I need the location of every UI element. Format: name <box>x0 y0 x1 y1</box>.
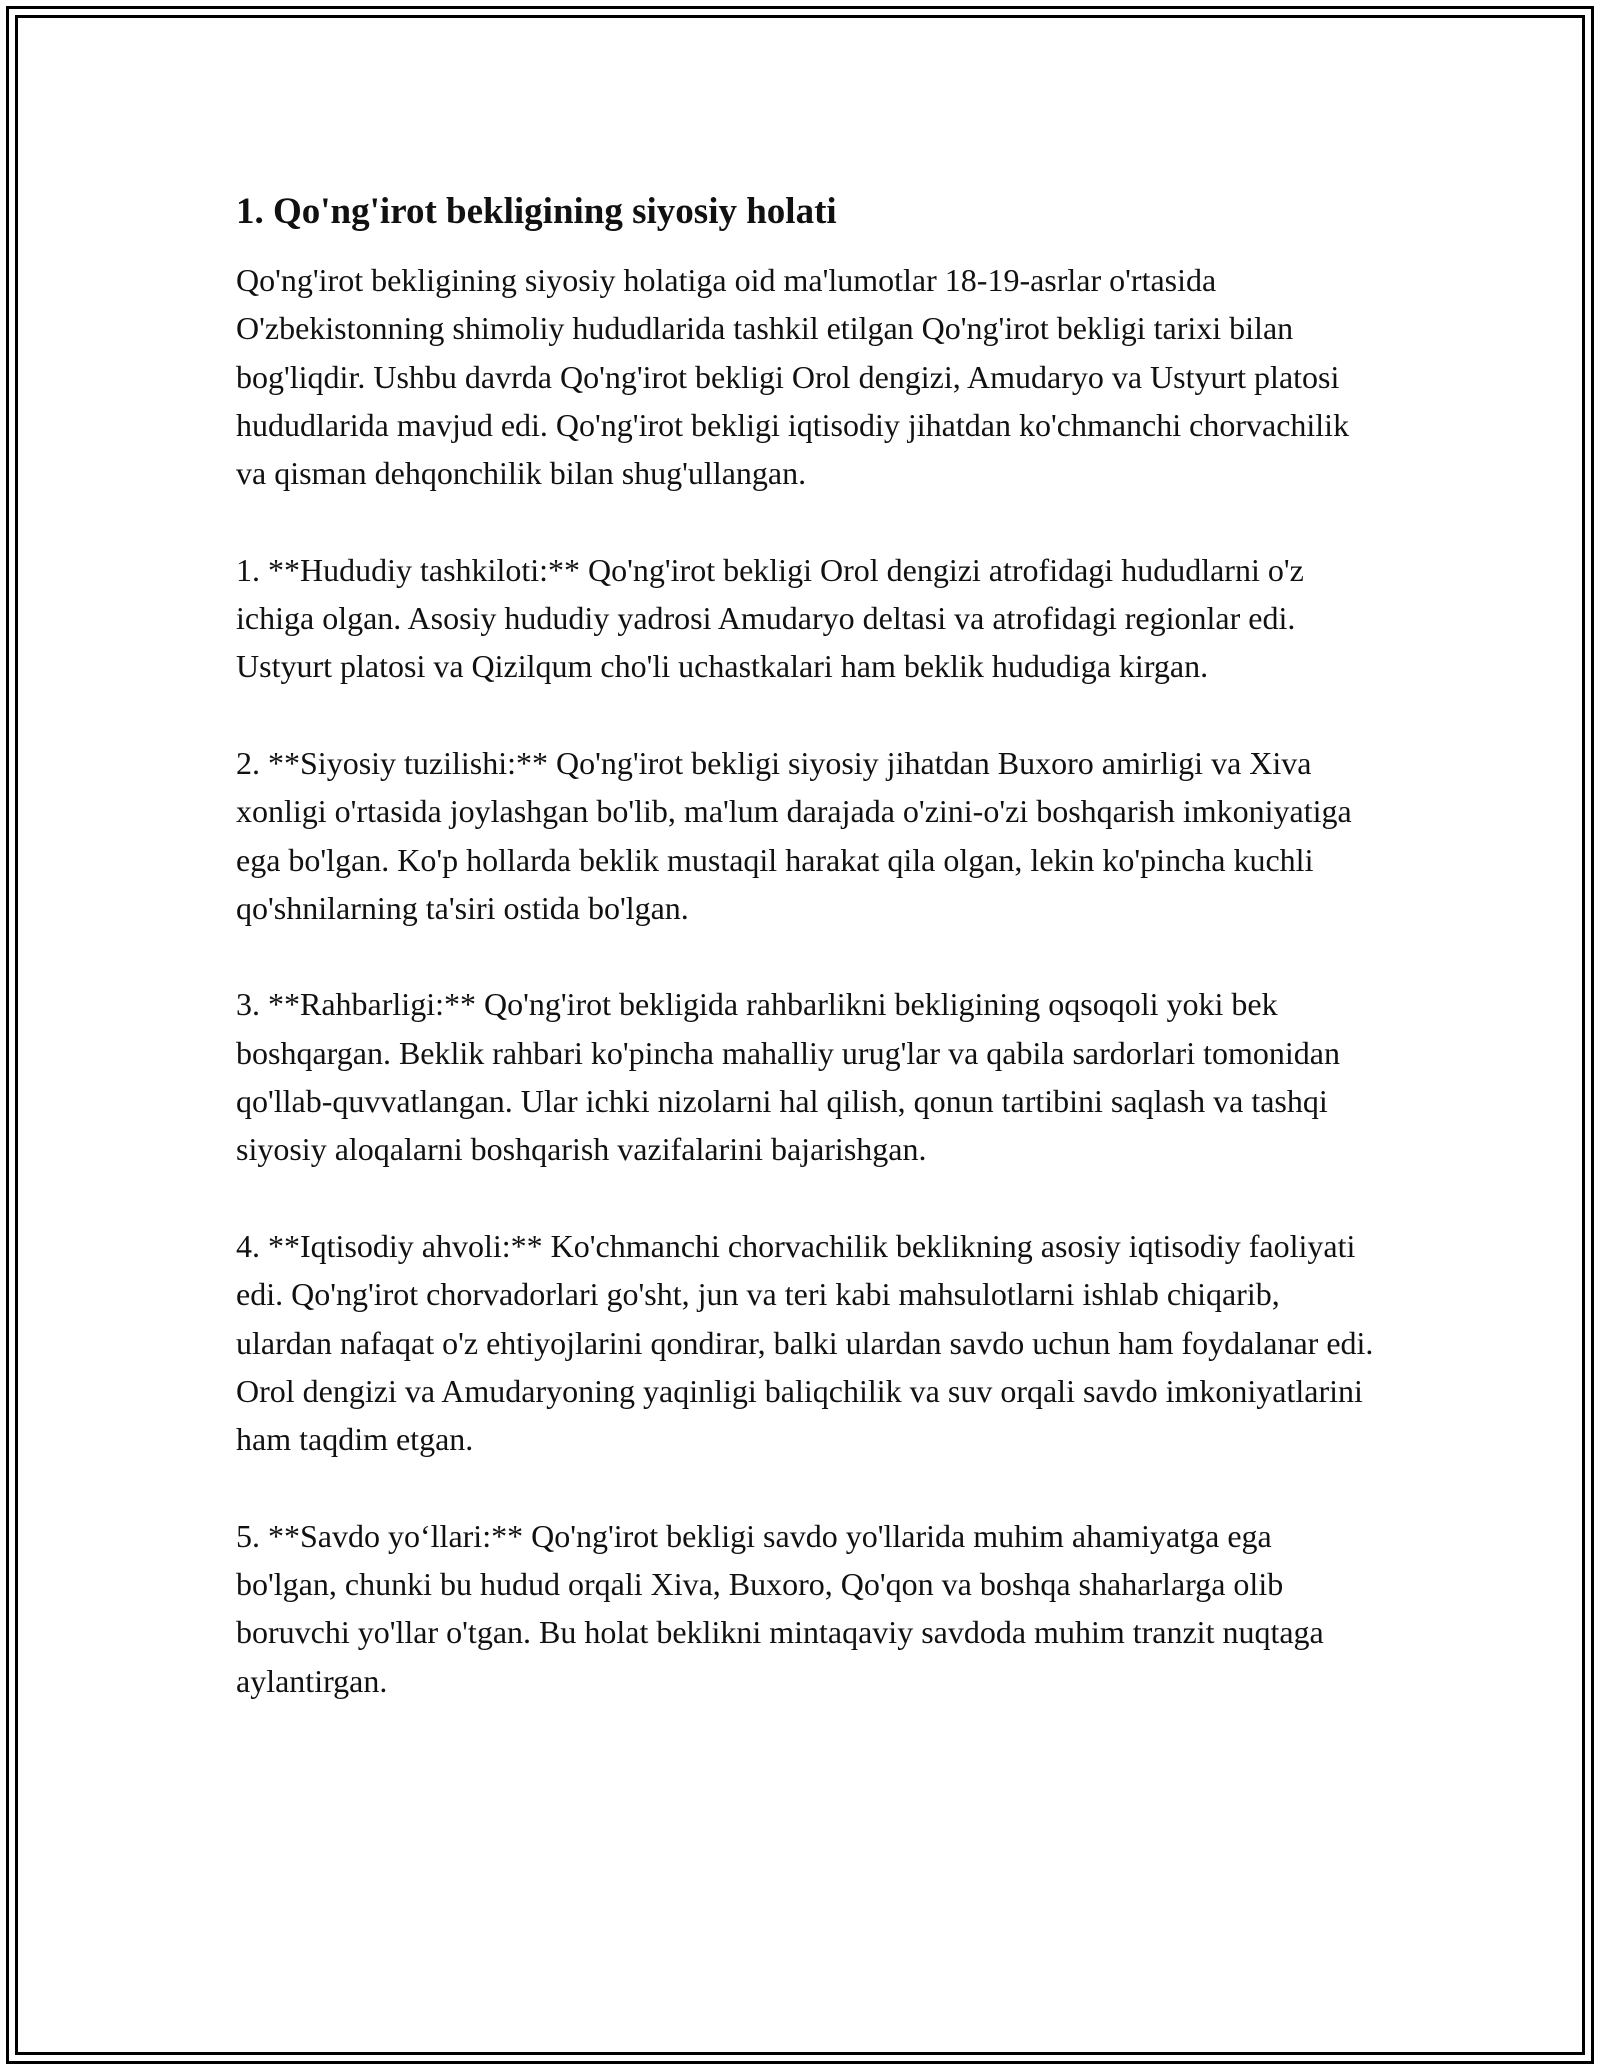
section-heading: 1. Qo'ng'irot bekligining siyosiy holati <box>236 191 837 232</box>
paragraph-economic-situation: 4. **Iqtisodiy ahvoli:** Ko'chmanchi chorvachilik beklikning asosiy iqtisodiy faoliyati edi. Qo'ng'irot chorvadorlari go'sht, jun va teri kabi mahsulotlarni ishlab chiqarib, ulardan nafaqat o'z ehtiyojlarini qondirar, balki ulardan savdo uchun ham foydalanar edi. Orol dengizi va Amudaryoning yaqinligi baliqchilik va suv orqali savdo imkoniyatlarini ham taqdim etgan. <box>236 1227 1374 1458</box>
paragraph-trade-routes: 5. **Savdo yo‘llari:** Qo'ng'irot bekligi savdo yo'llarida muhim ahamiyatga ega bo'lgan, chunki bu hudud orqali Xiva, Buxoro, Qo'qon va boshqa shaharlarga olib boruvchi yo'llar o'tgan. Bu holat beklikni mintaqaviy savdoda muhim tranzit nuqtaga aylantirgan. <box>236 1517 1324 1699</box>
paragraph-political-structure: 2. **Siyosiy tuzilishi:** Qo'ng'irot bekligi siyosiy jihatdan Buxoro amirligi va Xiva xonligi o'rtasida joylashgan bo'lib, ma'lum darajada o'zini-o'zi boshqarish imkoniyatiga ega bo'lgan. Ko'p hollarda beklik mustaqil harakat qila olgan, lekin ko'pincha kuchli qo'shnilarning ta'siri ostida bo'lgan. <box>236 744 1352 926</box>
intro-paragraph: Qo'ng'irot bekligining siyosiy holatiga oid ma'lumotlar 18-19-asrlar o'rtasida O'zbekistonning shimoliy hududlarida tashkil etilgan Qo'ng'irot bekligi tarixi bilan bog'liqdir. Ushbu davrda Qo'ng'irot bekligi Orol dengizi, Amudaryo va Ustyurt platosi hududlarida mavjud edi. Qo'ng'irot bekligi iqtisodiy jihatdan ko'chmanchi chorvachilik va qisman dehqonchilik bilan shug'ullangan. <box>236 262 1350 492</box>
document-body <box>236 188 1376 1753</box>
paragraph-leadership: 3. **Rahbarligi:** Qo'ng'irot bekligida rahbarlikni bekligining oqsoqoli yoki bek boshqargan. Beklik rahbari ko'pincha mahalliy urug'lar va qabila sardorlari tomonidan qo'llab-quvvatlangan. Ular ichki nizolarni hal qilish, qonun tartibini saqlash va tashqi siyosiy aloqalarni boshqarish vazifalarini bajarishgan. <box>236 986 1340 1168</box>
paragraph-territorial-organization: 1. **Hududiy tashkiloti:** Qo'ng'irot bekligi Orol dengizi atrofidagi hududlarni o'z ichiga olgan. Asosiy hududiy yadrosi Amudaryo deltasi va atrofidagi regionlar edi. Ustyurt platosi va Qizilqum cho'li uchastkalari ham beklik hududiga kirgan. <box>236 551 1304 685</box>
